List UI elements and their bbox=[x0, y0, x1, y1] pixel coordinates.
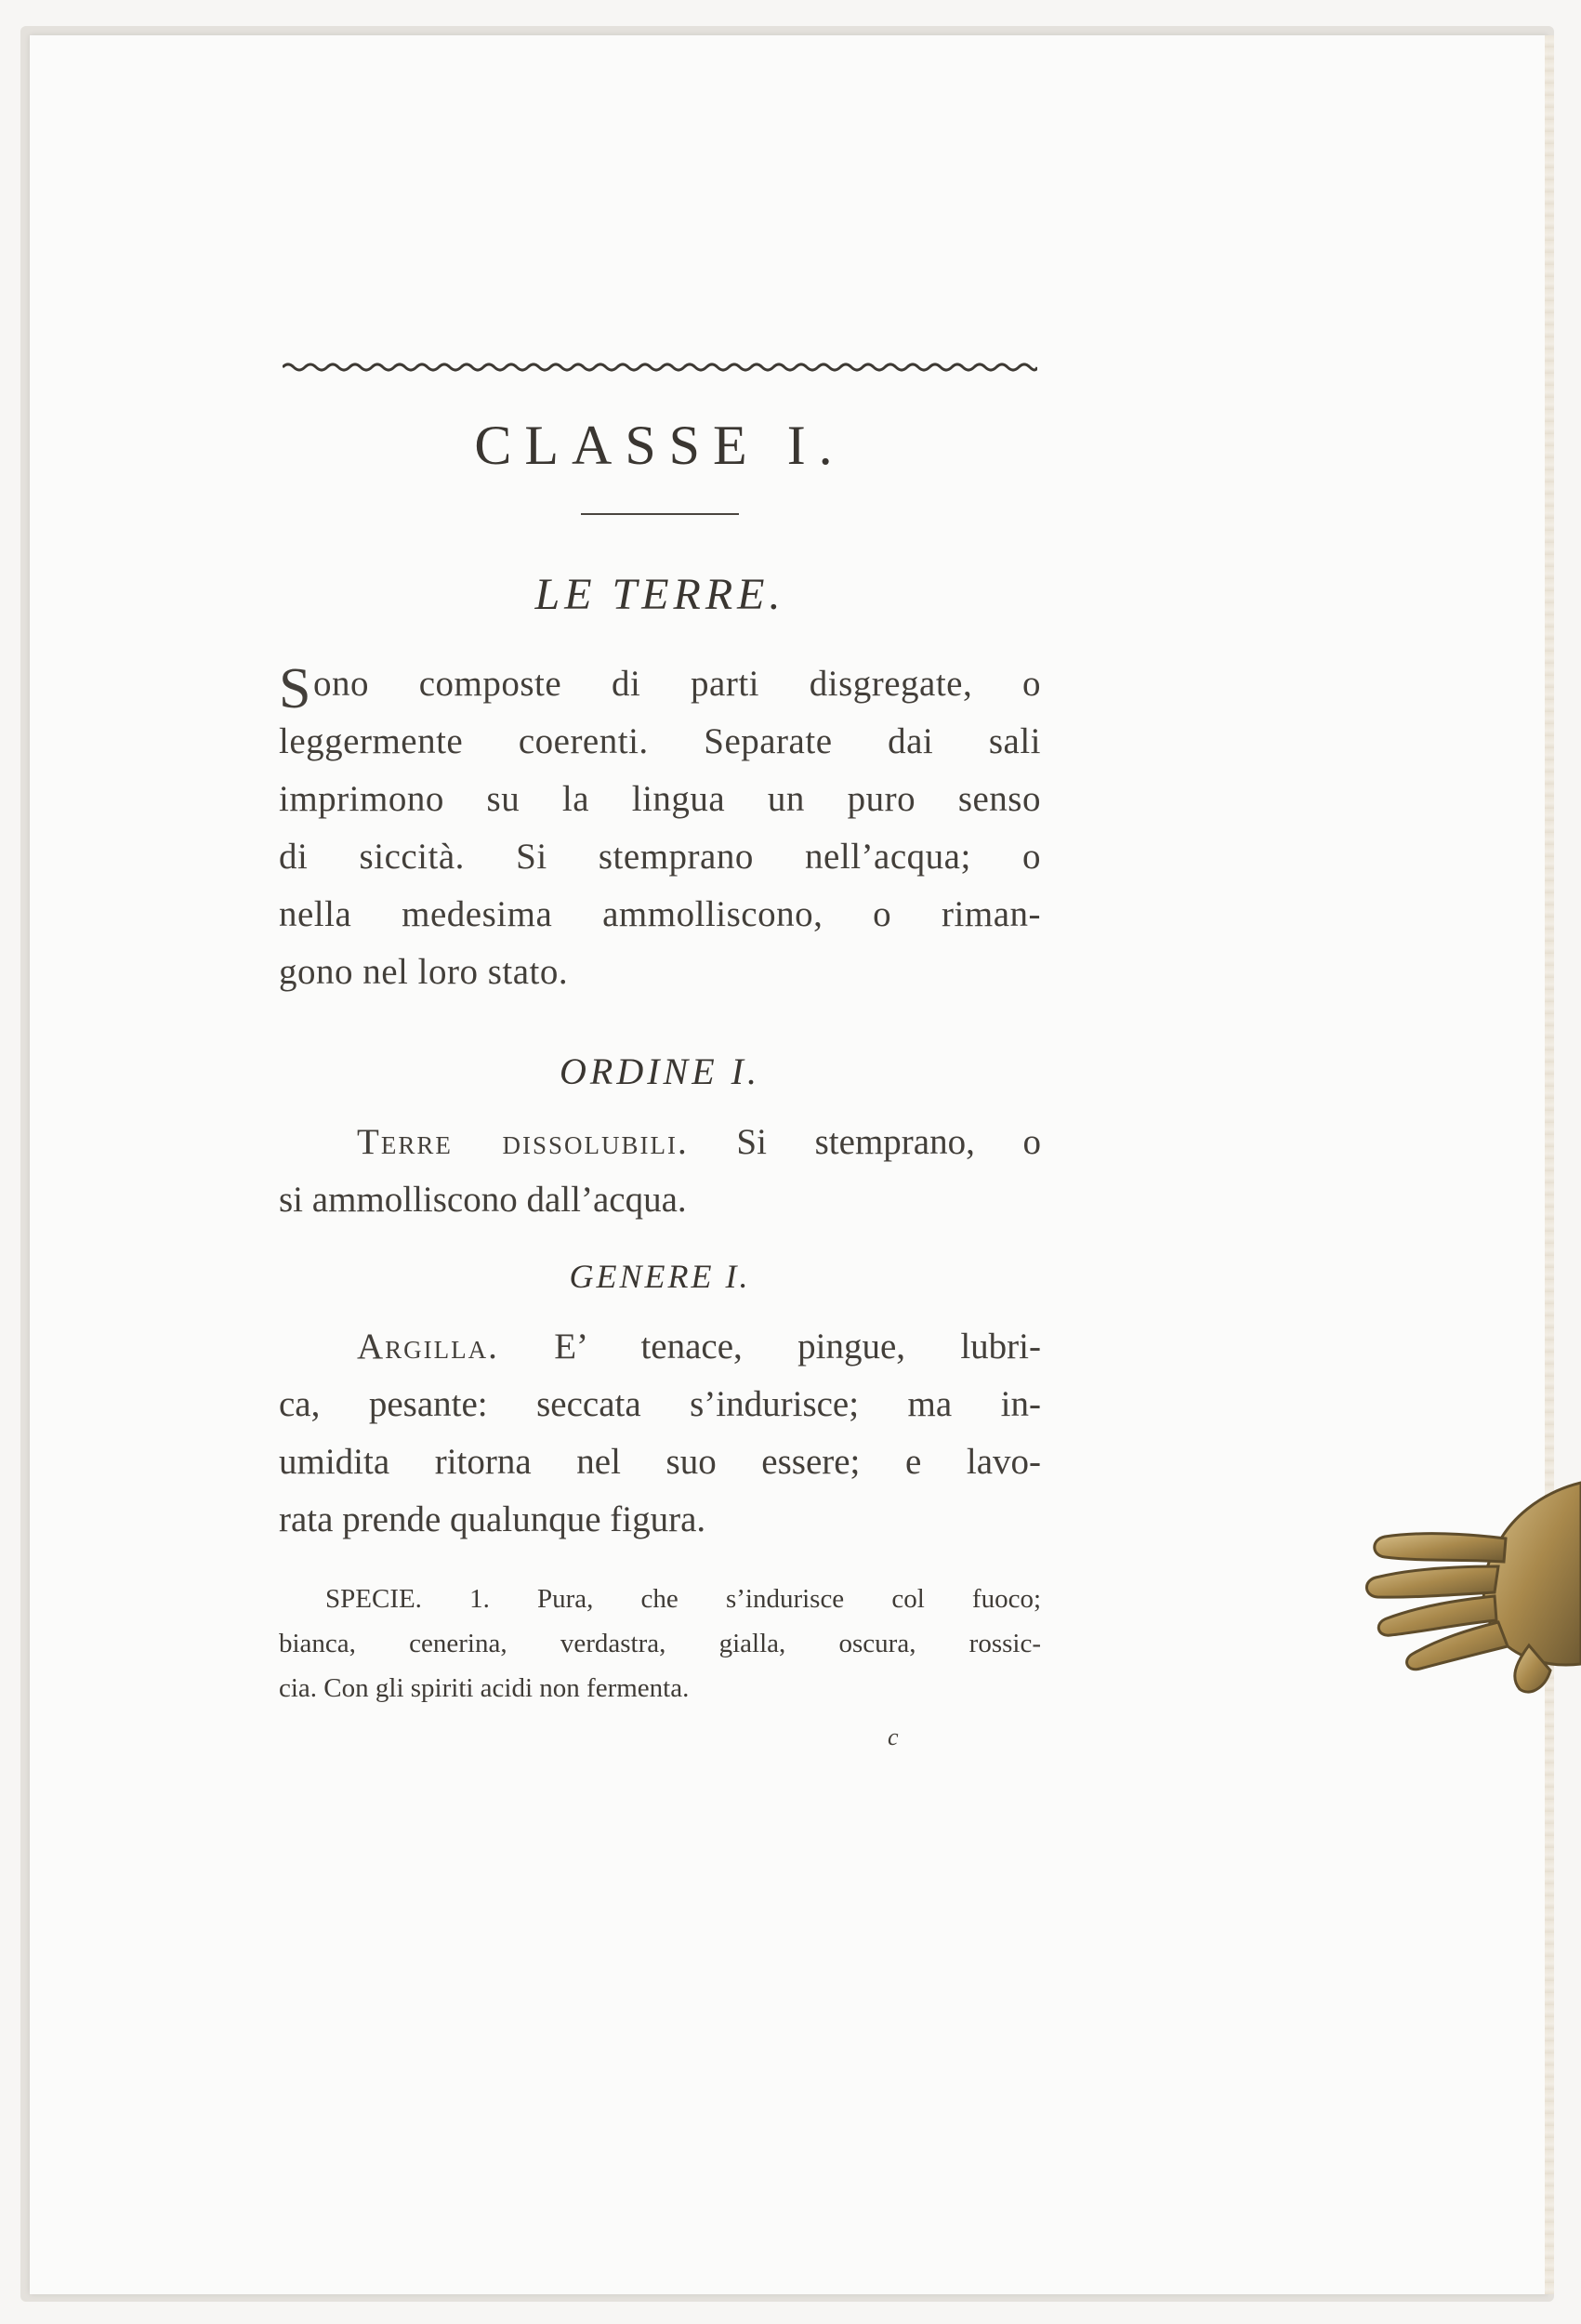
specie-line: SPECIE. 1. Pura, che s’indurisce col fuoco; bbox=[325, 1584, 1041, 1614]
terre-line: si ammolliscono dall’acqua. bbox=[279, 1180, 687, 1220]
argilla-line: umidita ritorna nel suo essere; e lavo- bbox=[279, 1442, 1041, 1482]
dropcap: S bbox=[279, 657, 311, 720]
argilla-line bbox=[279, 1318, 1041, 1376]
argilla-head: Argilla. bbox=[357, 1327, 499, 1367]
intro-line: ono composte di parti disgregate, o bbox=[312, 664, 1041, 704]
terre-line bbox=[279, 1114, 1041, 1171]
argilla-line: ca, pesante: seccata s’indurisce; ma in- bbox=[279, 1384, 1041, 1424]
argilla-line: rata prende qualunque figura. bbox=[279, 1499, 706, 1539]
terre-head: Terre dissolubili. bbox=[357, 1122, 689, 1162]
intro-line: gono nel loro stato. bbox=[279, 952, 569, 992]
intro-paragraph bbox=[279, 655, 1041, 1001]
page-content bbox=[279, 361, 1041, 1751]
intro-line: nella medesima ammolliscono, o riman- bbox=[279, 894, 1041, 934]
signature-mark: c bbox=[888, 1723, 899, 1750]
terre-line1-rest: Si stemprano, o bbox=[736, 1122, 1041, 1162]
genere-title: GENERE I. bbox=[569, 1258, 751, 1295]
specie-paragraph bbox=[279, 1577, 1041, 1710]
deckle-edge bbox=[1545, 35, 1554, 2294]
ordine-title: ORDINE I. bbox=[560, 1050, 760, 1092]
argilla-line1-rest: E’ tenace, pingue, lubri- bbox=[554, 1327, 1041, 1367]
brass-hand-page-holder-icon bbox=[1329, 1427, 1581, 1697]
terre-paragraph bbox=[279, 1114, 1041, 1229]
classe-title: CLASSE I. bbox=[474, 415, 846, 476]
section-title: LE TERRE. bbox=[534, 570, 785, 619]
intro-line: leggermente coerenti. Separate dai sali bbox=[279, 721, 1041, 761]
wavy-rule-ornament-icon bbox=[283, 361, 1037, 374]
specie-line: bianca, cenerina, verdastra, gialla, oscura, rossic- bbox=[279, 1629, 1041, 1658]
title-rule bbox=[581, 513, 739, 515]
intro-line: imprimono su la lingua un puro senso bbox=[279, 779, 1041, 819]
intro-line: di siccità. Si stemprano nell’acqua; o bbox=[279, 837, 1041, 877]
argilla-paragraph bbox=[279, 1318, 1041, 1549]
specie-line: cia. Con gli spiriti acidi non fermenta. bbox=[279, 1673, 690, 1703]
